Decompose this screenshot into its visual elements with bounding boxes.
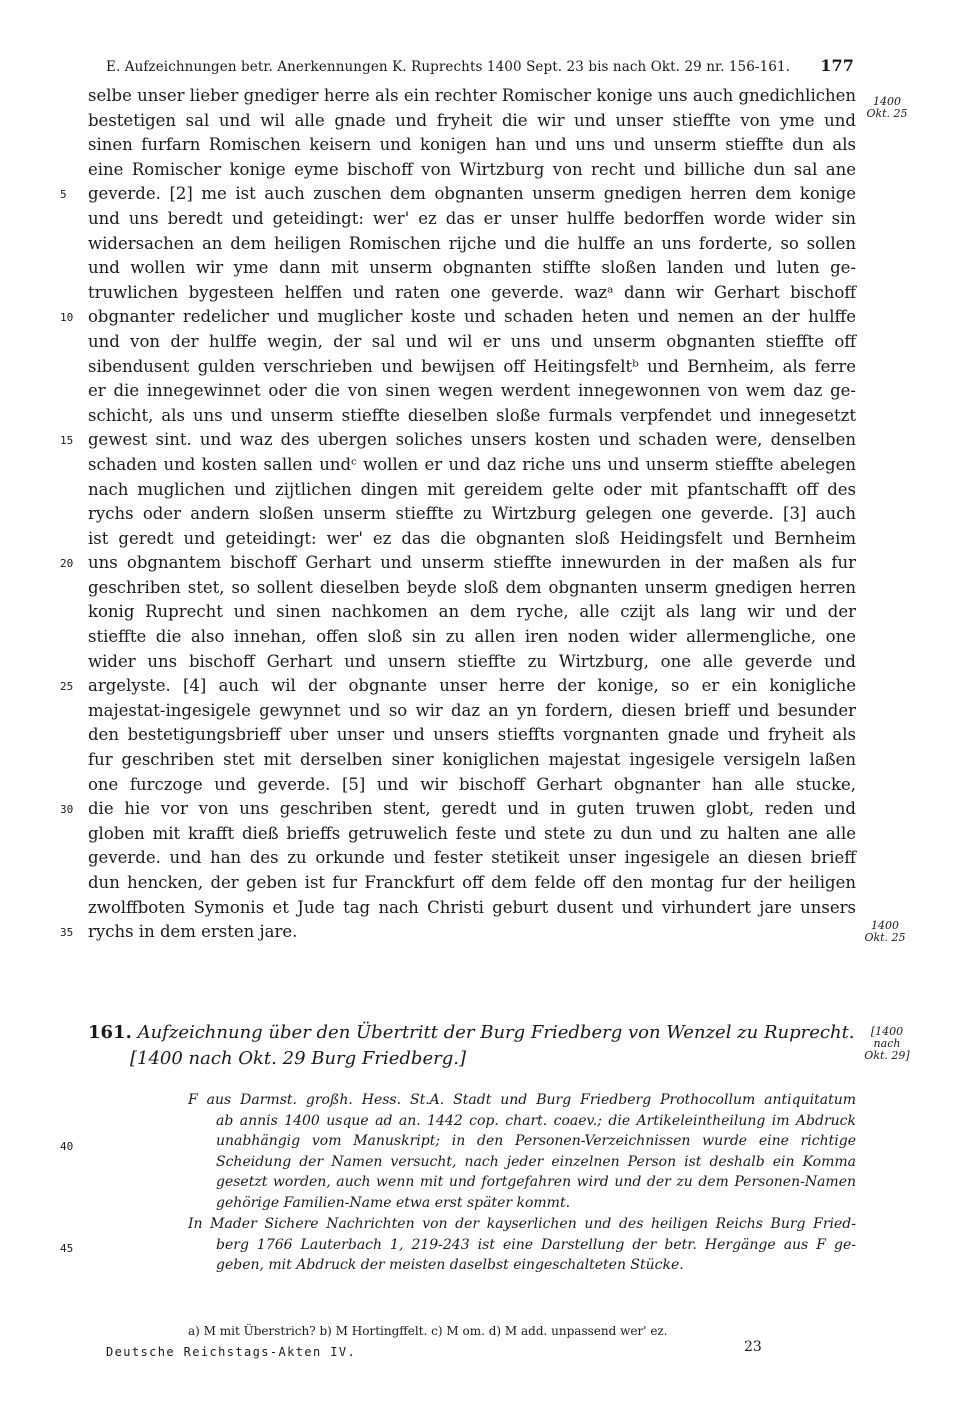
note-line: gesetzt worden, auch wenn mit und fortgefahren wird und der zu dem Personen-Namen: [216, 1174, 856, 1191]
body-line: ist geredt und geteidingt: wer' ez das die obgnanten sloß Heidingsfelt und Bernheim: [88, 528, 856, 548]
note-line: Scheidung der Namen versucht, nach jeder einzelnen Person ist deshalb ein Komma: [216, 1153, 856, 1170]
section-number: 161.: [88, 1022, 132, 1043]
body-line: konig Ruprecht und sinen nachkomen an dem ryche, alle czijt als lang wir und der: [88, 602, 856, 622]
body-line: one furczoge und geverde. [5] und wir bischoff Gerhart obgnanter han alle stucke,: [88, 774, 856, 794]
body-line: rychs in dem ersten jare.: [88, 922, 298, 942]
line-number: 15: [60, 434, 74, 448]
body-line: dun hencken, der geben ist fur Franckfurt off dem felde off den montag fur der heiligen: [88, 873, 856, 892]
body-line: obgnanter redelicher und muglicher koste und schaden heten und nemen an der hulffe: [88, 307, 856, 327]
body-line: majestat-ingesigele gewynnet und so wir daz an yn fordern, diesen brieff und besunder: [88, 700, 856, 720]
page-number: 177: [820, 56, 854, 75]
margin-date-section: [860, 1026, 914, 1062]
section-title: Aufzeichnung über den Übertritt der Burg Friedberg von Wenzel zu Ruprecht.: [137, 1022, 855, 1043]
margin-date-top-day: Okt. 25: [866, 107, 908, 120]
body-line: schaden und kosten sallen undᶜ wollen er und daz riche uns und unserm stieffte abelegen: [88, 454, 856, 474]
footnotes: a) M mit Überstrich? b) M Hortingffelt. c) M om. d) M add. unpassend wer' ez.: [188, 1324, 668, 1338]
body-line: nach muglichen und zijtlichen dingen mit gereidem gelte oder mit pfantschafft off des: [88, 479, 856, 499]
body-line: sinen furfarn Romischen keisern und konigen han und uns und unserm stieffte dun als: [88, 135, 856, 155]
body-line: truwlichen bygesteen helffen und raten one geverde. wazᵃ dann wir Gerhart bischoff: [88, 282, 856, 302]
note-line: unabhängig vom Manuskript; in den Personen-Verzeichnissen wurde eine richtige: [216, 1133, 856, 1150]
note-line: berg 1766 Lauterbach 1, 219-243 ist eine Darstellung der betr. Hergänge aus F ge-: [216, 1236, 856, 1253]
body-line: bestetigen sal und wil alle gnade und fryheit die wir und unser stieffte von yme und: [88, 110, 856, 130]
body-line: geverde. [2] me ist auch zuschen dem obgnanten unserm gnedigen herren dem konige: [88, 184, 856, 204]
body-line: er die innegewinnet oder die von sinen wegen werdent innegewonnen von wem daz ge-: [88, 381, 856, 401]
line-number: 35: [60, 926, 74, 940]
footer-series: Deutsche Reichstags-Akten IV.: [106, 1345, 357, 1359]
running-header: [106, 56, 854, 75]
document-body: [88, 84, 856, 945]
running-title: E. Aufzeichnungen betr. Anerkennungen K. Ruprechts 1400 Sept. 23 bis nach Okt. 29 nr. 156-161.: [106, 59, 791, 75]
body-line: argelyste. [4] auch wil der obgnante unser herre der konige, so er ein konigliche: [88, 676, 856, 696]
line-number: 40: [60, 1140, 74, 1153]
body-line: zwolffboten Symonis et Jude tag nach Christi geburt dusent und virhundert jare unsers: [88, 897, 856, 917]
body-line: uns obgnantem bischoff Gerhart und unserm stieffte innewurden in der maßen als fur: [88, 553, 856, 573]
margin-date-top-year: 1400: [873, 95, 901, 108]
body-line: selbe unser lieber gnediger herre als ein rechter Romischer konige uns auch gnedichlichen: [88, 86, 856, 105]
body-line: gewest sint. und waz des ubergen soliches unsers kosten und schaden were, denselben: [88, 430, 856, 450]
line-number: 45: [60, 1242, 74, 1255]
margin-date-top: [862, 96, 912, 120]
margin-date-section-3: Okt. 29]: [864, 1049, 910, 1062]
margin-date-bottom-year: 1400: [871, 919, 899, 932]
body-line: wider uns bischoff Gerhart und unsern stieffte zu Wirtzburg, one alle geverde und: [88, 651, 856, 671]
literature-note: [188, 1214, 856, 1276]
line-number: 10: [60, 311, 74, 325]
margin-date-section-1: [1400: [870, 1025, 904, 1038]
margin-date-bottom-day: Okt. 25: [864, 931, 906, 944]
body-line: die hie vor von uns geschriben stent, geredt und in guten truwen globt, reden und: [88, 799, 856, 819]
section-subtitle: [1400 nach Okt. 29 Burg Friedberg.]: [130, 1048, 466, 1069]
body-line: widersachen an dem heiligen Romischen rijche und die hulffe an uns forderte, so sollen: [88, 233, 856, 253]
body-line: und von der hulffe wegin, der sal und wil er uns und unserm obgnanten stieffte off: [88, 331, 856, 351]
line-number: 5: [60, 188, 67, 202]
source-note: [188, 1090, 856, 1214]
body-line: den bestetigungsbrieff uber unser und unsers stieffts vorgnanten gnade und fryheit als: [88, 725, 856, 745]
note-line: F aus Darmst. großh. Hess. St.A. Stadt und Burg Friedberg Prothocollum antiquitatum: [188, 1092, 856, 1108]
body-line: stieffte die also innehan, offen sloß sin zu allen iren noden wider allermengliche, one: [88, 627, 856, 647]
body-line: rychs oder andern sloßen unserm stieffte zu Wirtzburg gelegen one geverde. [3] auch: [88, 504, 856, 524]
footer-signature: 23: [744, 1339, 762, 1355]
body-line: schicht, als uns und unserm stieffte dieselben sloße furmals verpfendet und innegesetzt: [88, 405, 856, 425]
body-line: fur geschriben stet mit derselben siner koniglichen majestat ingesigele versigeln laßen: [88, 750, 856, 770]
line-number: 30: [60, 803, 74, 817]
body-line: eine Romischer konige eyme bischoff von Wirtzburg von recht und billiche dun sal ane: [88, 159, 856, 179]
body-line: und uns beredt und geteidingt: wer' ez das er unser hulffe bedorffen worde wider sin: [88, 208, 856, 228]
note-line: geben, mit Abdruck der meisten daselbst eingeschalteten Stücke.: [216, 1257, 684, 1274]
margin-date-bottom: [860, 920, 910, 944]
body-line: globen mit krafft dieß brieffs getruwelich feste und stete zu dun und zu halten ane alle: [88, 823, 856, 843]
line-number: 25: [60, 680, 74, 694]
body-line: geschriben stet, so sollent dieselben beyde sloß dem obgnanten unserm gnedigen herren: [88, 577, 856, 597]
note-line: ab annis 1400 usque ad an. 1442 cop. chart. coaev.; die Artikeleintheilung im Abdruck: [216, 1112, 856, 1129]
note-line: In Mader Sichere Nachrichten von der kayserlichen und des heiligen Reichs Burg Fried-: [188, 1216, 856, 1232]
line-number: 20: [60, 557, 74, 571]
body-line: und wollen wir yme dann mit unserm obgnanten stiffte sloßen landen und luten ge-: [88, 258, 856, 278]
margin-date-section-2: nach: [873, 1037, 901, 1050]
body-line: sibendusent gulden verschrieben und bewijsen off Heitingsfeltᵇ und Bernheim, als ferre: [88, 356, 856, 376]
section-heading: [88, 1020, 856, 1072]
body-line: geverde. und han des zu orkunde und fester stetikeit unser ingesigele an diesen brieff: [88, 848, 856, 868]
note-line: gehörige Familien-Name etwa erst später kommt.: [216, 1194, 571, 1211]
